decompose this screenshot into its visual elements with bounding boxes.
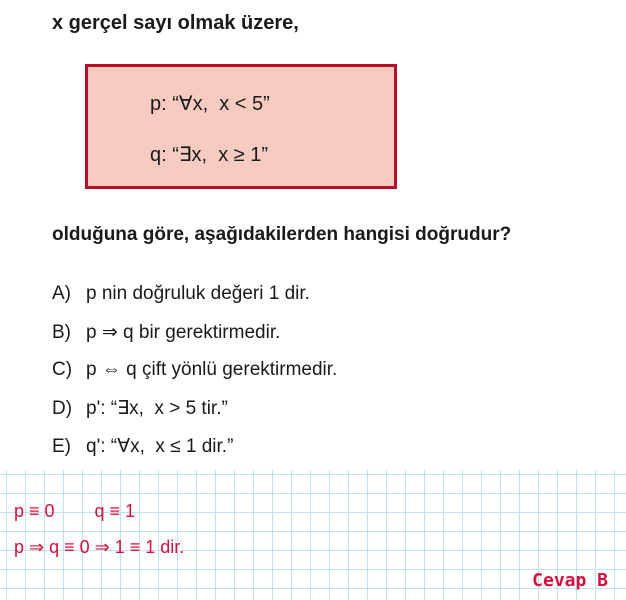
option-b	[52, 321, 337, 359]
option-text: p ⇒ q bir gerektirmedir.	[86, 322, 281, 343]
option-text: p': “∃x, x > 5 tir.”	[86, 398, 228, 419]
option-text: q': “∀x, x ≤ 1 dir.”	[86, 436, 234, 457]
option-letter: D)	[52, 398, 73, 419]
option-text: p nin doğruluk değeri 1 dir.	[86, 283, 310, 304]
option-letter: B)	[52, 322, 71, 343]
premise-q: q: “∃x, x ≥ 1”	[150, 144, 269, 166]
option-c	[52, 359, 337, 397]
premise-box	[85, 64, 397, 189]
solution-line-2: p ⇒ q ≡ 0 ⇒ 1 ≡ 1 dir.	[14, 537, 185, 557]
option-letter: A)	[52, 283, 71, 304]
premise-p: p: “∀x, x < 5”	[150, 93, 270, 115]
solution-grid-area	[0, 470, 626, 600]
problem-intro: x gerçel sayı olmak üzere,	[52, 12, 299, 34]
option-a	[52, 283, 337, 321]
option-text: p ⇔ q çift yönlü gerektirmedir.	[86, 359, 338, 380]
answer-label: Cevap B	[532, 570, 608, 591]
option-e	[52, 435, 337, 473]
answer-options	[52, 283, 337, 473]
option-d	[52, 397, 337, 435]
question-text: olduğuna göre, aşağıdakilerden hangisi doğrudur?	[52, 224, 512, 245]
solution-line-1: p ≡ 0 q ≡ 1	[14, 501, 136, 521]
option-letter: E)	[52, 436, 71, 457]
option-letter: C)	[52, 359, 73, 380]
